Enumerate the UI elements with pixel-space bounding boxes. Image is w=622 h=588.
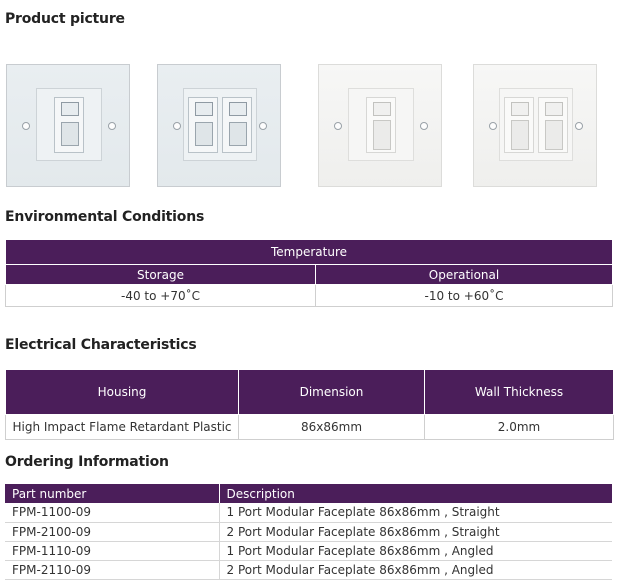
table-row — [5, 541, 612, 560]
electrical-table — [5, 369, 614, 440]
description-cell: 1 Port Modular Faceplate 86x86mm , Angled — [219, 541, 612, 560]
faceplate-1-port-angled-image — [318, 64, 442, 187]
part-number-cell: FPM-1110-09 — [5, 541, 219, 560]
faceplate-2-port-straight-image — [157, 64, 281, 187]
faceplate-2-port-angled-image — [473, 64, 597, 187]
table-row — [5, 522, 612, 541]
operational-value: -10 to +60˚C — [316, 285, 613, 307]
storage-value: -40 to +70˚C — [6, 285, 316, 307]
ordering-table — [5, 484, 613, 580]
description-cell: 2 Port Modular Faceplate 86x86mm , Straight — [219, 522, 612, 541]
dimension-value: 86x86mm — [239, 415, 425, 440]
ordering-information-heading: Ordering Information — [5, 454, 169, 470]
description-header: Description — [219, 484, 612, 503]
environmental-table — [5, 239, 613, 307]
part-number-cell: FPM-2110-09 — [5, 560, 219, 579]
wall-thickness-value: 2.0mm — [425, 415, 614, 440]
dimension-header: Dimension — [239, 370, 425, 415]
description-cell: 2 Port Modular Faceplate 86x86mm , Angled — [219, 560, 612, 579]
storage-header: Storage — [6, 265, 316, 285]
environmental-conditions-heading: Environmental Conditions — [5, 209, 205, 225]
faceplate-1-port-straight-image — [6, 64, 130, 187]
housing-value: High Impact Flame Retardant Plastic — [6, 415, 239, 440]
wall-thickness-header: Wall Thickness — [425, 370, 614, 415]
product-picture-heading: Product picture — [5, 11, 125, 27]
part-number-cell: FPM-2100-09 — [5, 522, 219, 541]
temperature-header: Temperature — [6, 240, 613, 265]
part-number-header: Part number — [5, 484, 219, 503]
housing-header: Housing — [6, 370, 239, 415]
operational-header: Operational — [316, 265, 613, 285]
table-row — [5, 560, 612, 579]
electrical-characteristics-heading: Electrical Characteristics — [5, 337, 197, 353]
part-number-cell: FPM-1100-09 — [5, 503, 219, 522]
description-cell: 1 Port Modular Faceplate 86x86mm , Straight — [219, 503, 612, 522]
table-row — [5, 503, 612, 522]
